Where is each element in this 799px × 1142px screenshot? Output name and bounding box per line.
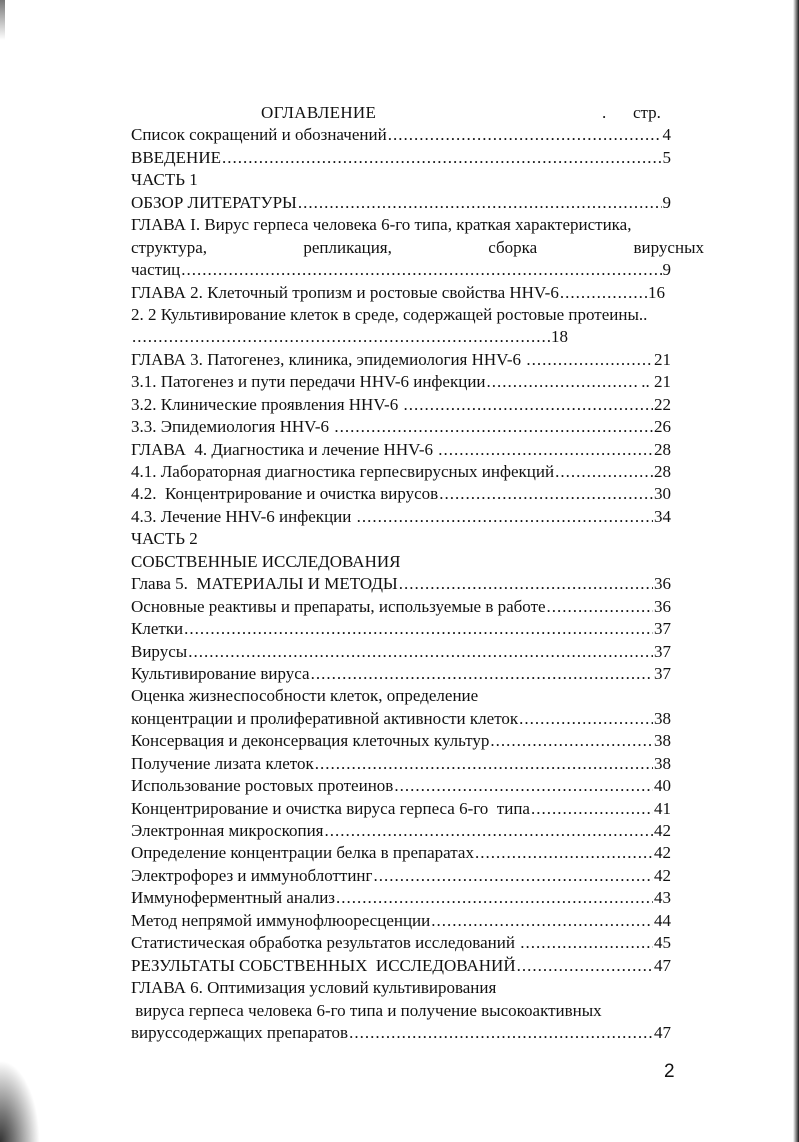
toc-entry[interactable]: Клетки ..... 37 [131,618,707,640]
toc-entry[interactable]: Статистическая обработка результатов исследований ..... 45 [131,932,707,954]
toc-entry[interactable]: Оценка жизнеспособности клеток, определение [131,686,479,706]
toc-entry[interactable]: Электрофорез и иммуноблоттинг ..... 42 [131,865,707,887]
toc-part-heading: ЧАСТЬ 2 [131,529,198,549]
toc-entry[interactable]: Список сокращений и обозначений ..... 4 [131,124,707,146]
toc-part-heading: ЧАСТЬ 1 [131,170,198,190]
toc-section-heading: СОБСТВЕННЫЕ ИССЛЕДОВАНИЯ [131,551,401,571]
toc-entry[interactable]: ГЛАВА 3. Патогенез, клиника, эпидемиология HHV-6 ..... 21 [131,349,707,371]
toc-entry[interactable]: Культивирование вируса ..... 37 [131,663,707,685]
toc-entry[interactable]: 4.3. Лечение HHV-6 инфекции ..... 34 [131,506,707,528]
toc-entry[interactable]: 3.3. Эпидемиология HHV-6 ..... 26 [131,416,707,438]
toc-entry[interactable]: РЕЗУЛЬТАТЫ СОБСТВЕННЫХ ИССЛЕДОВАНИЙ ..... 47 [131,955,707,977]
toc-entry-continuation: структура, репликация, сборка вирусных [131,237,704,257]
toc-entry-continuation: концентрации и пролиферативной активности клеток ..... 38 [131,708,707,730]
toc-entry[interactable]: 3.1. Патогенез и пути передачи HHV-6 инфекции ..... .. 21 [131,371,707,393]
toc-entry-continuation: частиц ..... 9 [131,259,707,281]
page-number: 2 [664,1061,675,1082]
toc-entry[interactable]: ГЛАВА I. Вирус герпеса человека 6-го типа, краткая характеристика, [131,215,632,235]
toc-header [131,102,707,124]
toc-entry[interactable]: Консервация и деконсервация клеточных культур ..... 38 [131,730,707,752]
scan-shadow-right [793,0,799,1142]
toc-entry[interactable]: Глава 5. МАТЕРИАЛЫ И МЕТОДЫ ..... 36 [131,573,707,595]
toc-entry[interactable]: Определение концентрации белка в препаратах ..... 42 [131,842,707,864]
toc-entry[interactable]: Концентрирование и очистка вируса герпеса 6-го типа ..... 41 [131,798,707,820]
page-column-label: стр. [633,103,661,122]
toc-entry[interactable]: ГЛАВА 2. Клеточный тропизм и ростовые свойства HHV-6 ..... 16 [131,282,707,304]
toc-entry[interactable]: Метод непрямой иммунофлюоресценции ..... 44 [131,910,707,932]
toc-entry-continuation: вируса герпеса человека 6-го типа и получение высокоактивных [131,1000,602,1020]
scan-shadow-left-top [0,0,5,40]
toc-entry[interactable]: 4.2. Концентрирование и очистка вирусов ..... 30 [131,483,707,505]
toc-entry[interactable]: Использование ростовых протеинов ..... 40 [131,775,707,797]
scan-shadow-left-bottom [0,1060,40,1142]
toc-entry-continuation: вируссодержащих препаратов ..... 47 [131,1022,707,1044]
table-of-contents [131,102,707,1044]
toc-entry[interactable]: Основные реактивы и препараты, используемые в работе ..... 36 [131,596,707,618]
toc-entry[interactable]: Вирусы ..... 37 [131,641,707,663]
toc-entry[interactable]: ВВЕДЕНИЕ ..... 5 [131,147,707,169]
toc-entry[interactable]: Иммуноферментный анализ ..... 43 [131,887,707,909]
toc-entry[interactable]: ОБЗОР ЛИТЕРАТУРЫ ..... 9 [131,192,707,214]
toc-title: ОГЛАВЛЕНИЕ [261,103,377,122]
toc-header-dot: . [602,103,607,122]
toc-entry[interactable]: 2. 2 Культивирование клеток в среде, содержащей ростовые протеины.. [131,304,648,324]
toc-entry[interactable]: ГЛАВА 6. Оптимизация условий культивирования [131,978,497,998]
toc-entry[interactable]: 3.2. Клинические проявления HHV-6 ..... 22 [131,394,707,416]
toc-entry[interactable]: ГЛАВА 4. Диагностика и лечение HHV-6 ..... 28 [131,439,707,461]
toc-entry[interactable]: 4.1. Лабораторная диагностика герпесвирусных инфекций ..... .28 [131,461,707,483]
toc-entry[interactable]: Электронная микроскопия ..... 42 [131,820,707,842]
toc-entry-continuation: ..... 18 [131,326,707,348]
toc-entry[interactable]: Получение лизата клеток ..... 38 [131,753,707,775]
